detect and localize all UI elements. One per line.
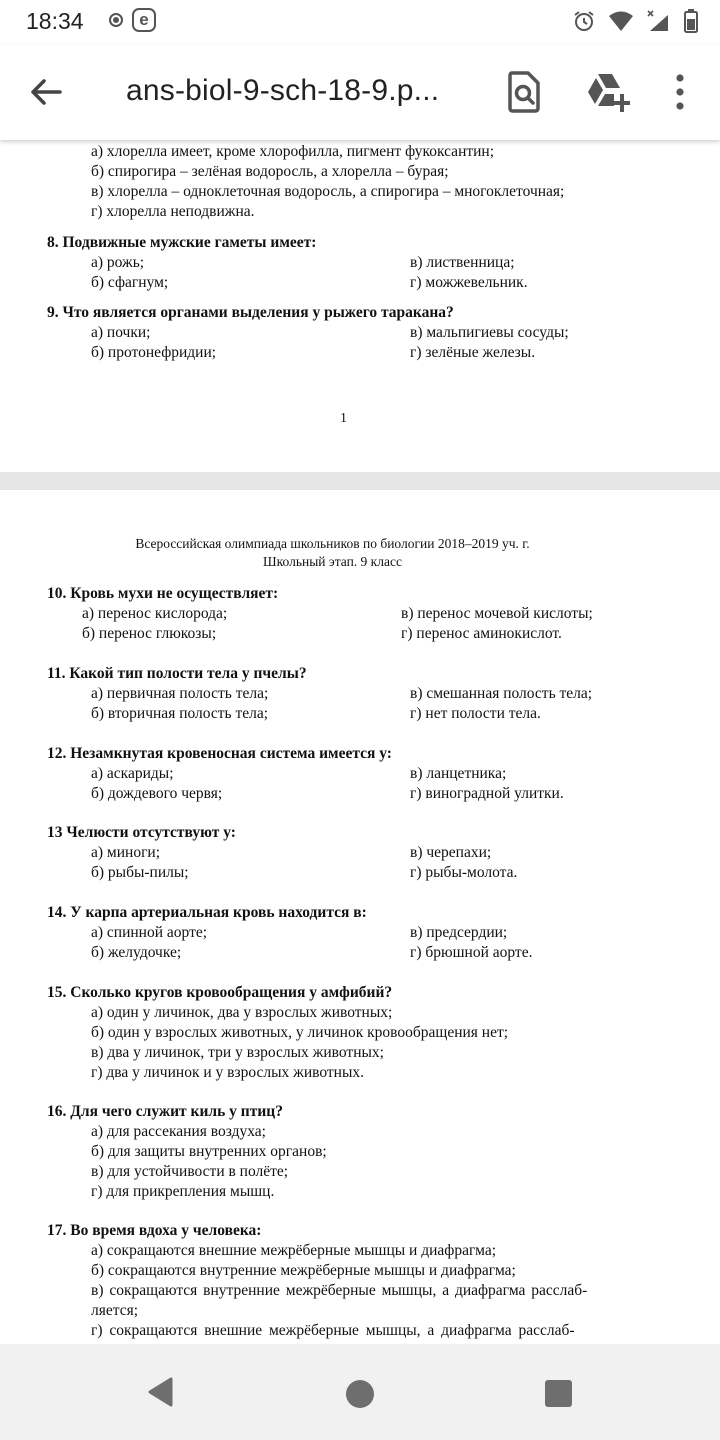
- option-line: в) сокращаются внутренние межрёберные мышцы, а диафрагма расслаб-: [91, 1282, 588, 1299]
- option-b: б) протонефридии;: [91, 344, 217, 361]
- option-b: б) вторичная полость тела;: [91, 705, 269, 722]
- option-line: б) сокращаются внутренние межрёберные мышцы и диафрагма;: [91, 1262, 516, 1279]
- question-9: 9. Что является органами выделения у рыжего таракана?: [47, 304, 454, 321]
- option-line: в) для устойчивости в полёте;: [91, 1163, 289, 1180]
- add-to-drive-button[interactable]: [584, 70, 630, 114]
- app-bar: [0, 44, 720, 140]
- option-b: б) сфагнум;: [91, 274, 169, 291]
- nav-back-button[interactable]: [146, 1376, 174, 1408]
- question-8: 8. Подвижные мужские гаметы имеет:: [47, 234, 317, 251]
- more-options-button[interactable]: [670, 70, 690, 114]
- option-line: г) сокращаются внешние межрёберные мышцы, а диафрагма расслаб-: [91, 1322, 575, 1339]
- question-15: 15. Сколько кругов кровообращения у амфибий?: [47, 984, 393, 1001]
- document-viewer[interactable]: [0, 140, 720, 1344]
- document-title: ans-biol-9-sch-18-9.p...: [126, 74, 440, 107]
- notification-app-icon: e: [132, 8, 156, 32]
- option-g: г) виноградной улитки.: [410, 785, 564, 802]
- arrow-left-icon: [26, 72, 66, 112]
- find-in-document-button[interactable]: [504, 70, 544, 114]
- option-a: а) почки;: [91, 324, 151, 341]
- option-a: а) миноги;: [91, 844, 161, 861]
- option-line: а) сокращаются внешние межрёберные мышцы и диафрагма;: [91, 1242, 497, 1259]
- cellular-signal-icon: [646, 9, 672, 33]
- option-v: в) перенос мочевой кислоты;: [401, 605, 593, 622]
- answer-line: б) спирогира – зелёная водоросль, а хлорелла – бурая;: [91, 163, 449, 180]
- answer-line: г) хлорелла неподвижна.: [91, 203, 255, 220]
- option-a: а) аскариды;: [91, 765, 174, 782]
- option-b: б) рыбы-пилы;: [91, 864, 189, 881]
- option-line: г) для прикрепления мышц.: [91, 1183, 275, 1200]
- option-line: б) для защиты внутренних органов;: [91, 1143, 327, 1160]
- option-v: в) лиственница;: [410, 254, 515, 271]
- option-g: г) можжевельник.: [410, 274, 528, 291]
- document-search-icon: [504, 70, 544, 114]
- option-g: г) зелёные железы.: [410, 344, 536, 361]
- system-icons: [572, 8, 698, 34]
- pdf-page-1: [0, 140, 720, 472]
- status-bar: [0, 0, 720, 44]
- page-header-subtitle: Школьный этап. 9 класс: [263, 554, 402, 569]
- status-time: 18:34: [26, 8, 84, 34]
- nav-recents-button[interactable]: [545, 1380, 572, 1407]
- more-vert-icon: [670, 70, 690, 114]
- option-line: ляется;: [91, 1302, 139, 1319]
- option-a: а) первичная полость тела;: [91, 685, 269, 702]
- answer-line: в) хлорелла – одноклеточная водоросль, а спирогира – многоклеточная;: [91, 183, 565, 200]
- option-v: в) смешанная полость тела;: [410, 685, 593, 702]
- question-17: 17. Во время вдоха у человека:: [47, 1222, 262, 1239]
- question-10: 10. Кровь мухи не осуществляет:: [47, 585, 279, 602]
- option-g: г) брюшной аорте.: [410, 944, 533, 961]
- option-b: б) дождевого червя;: [91, 785, 223, 802]
- option-a: а) перенос кислорода;: [82, 605, 228, 622]
- option-v: в) ланцетника;: [410, 765, 507, 782]
- battery-icon: [684, 9, 698, 33]
- question-12: 12. Незамкнутая кровеносная система имеется у:: [47, 745, 392, 762]
- option-v: в) предсердии;: [410, 924, 508, 941]
- triangle-back-icon: [146, 1376, 174, 1408]
- pdf-page-2: [0, 490, 720, 1344]
- option-b: б) желудочке;: [91, 944, 182, 961]
- option-line: а) для рассекания воздуха;: [91, 1123, 266, 1140]
- system-navigation-bar: [0, 1344, 720, 1440]
- nav-home-button[interactable]: [346, 1380, 374, 1408]
- page-number: 1: [340, 411, 347, 426]
- option-line: а) один у личинок, два у взрослых животных;: [91, 1004, 393, 1021]
- page-header-title: Всероссийская олимпиада школьников по биологии 2018–2019 уч. г.: [135, 536, 530, 551]
- option-b: б) перенос глюкозы;: [82, 625, 217, 642]
- option-line: в) два у личинок, три у взрослых животных;: [91, 1044, 384, 1061]
- question-14: 14. У карпа артериальная кровь находится в:: [47, 904, 367, 921]
- option-line: б) один у взрослых животных, у личинок кровообращения нет;: [91, 1024, 509, 1041]
- back-button[interactable]: [26, 72, 66, 112]
- question-16: 16. Для чего служит киль у птиц?: [47, 1103, 283, 1120]
- option-v: в) черепахи;: [410, 844, 492, 861]
- option-line: г) два у личинок и у взрослых животных.: [91, 1064, 364, 1081]
- answer-line: а) хлорелла имеет, кроме хлорофилла, пигмент фукоксантин;: [91, 143, 495, 160]
- question-13: 13 Челюсти отсутствуют у:: [47, 824, 236, 841]
- drive-add-icon: [584, 70, 630, 114]
- alarm-icon: [572, 9, 596, 33]
- record-indicator-icon: [109, 13, 123, 27]
- option-v: в) мальпигиевы сосуды;: [410, 324, 569, 341]
- option-g: г) перенос аминокислот.: [401, 625, 562, 642]
- wifi-icon: [608, 10, 634, 32]
- option-g: г) нет полости тела.: [410, 705, 541, 722]
- option-a: а) рожь;: [91, 254, 145, 271]
- option-a: а) спинной аорте;: [91, 924, 208, 941]
- question-11: 11. Какой тип полости тела у пчелы?: [47, 665, 307, 682]
- option-g: г) рыбы-молота.: [410, 864, 518, 881]
